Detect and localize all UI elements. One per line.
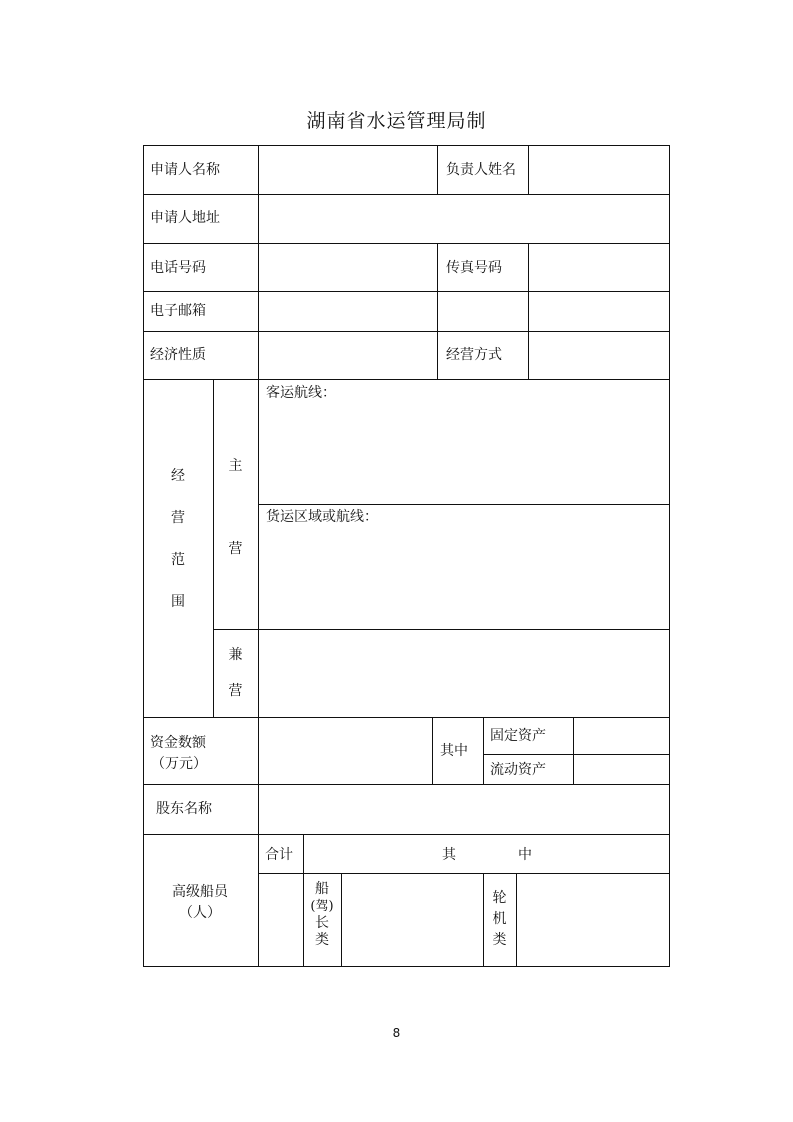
total-label: 合计 bbox=[265, 847, 293, 863]
applicant-address-field[interactable] bbox=[259, 195, 669, 242]
side-business-label: 兼 营 bbox=[228, 647, 243, 699]
person-in-charge-label: 负责人姓名 bbox=[446, 162, 516, 178]
capital-label: 资金数额 （万元） bbox=[150, 735, 207, 772]
col-divider bbox=[437, 243, 438, 379]
col-divider bbox=[483, 717, 484, 784]
col-divider bbox=[432, 717, 433, 784]
cargo-route-label: 货运区域或航线： bbox=[266, 509, 378, 525]
main-business-label: 主 营 bbox=[228, 458, 243, 557]
person-in-charge-field[interactable] bbox=[529, 146, 669, 193]
among-label: 其中 bbox=[440, 743, 468, 759]
phone-field[interactable] bbox=[259, 244, 436, 290]
applicant-address-label: 申请人地址 bbox=[150, 210, 220, 226]
business-mode-label: 经营方式 bbox=[446, 347, 502, 363]
captain-field[interactable] bbox=[342, 874, 482, 966]
phone-label: 电话号码 bbox=[150, 260, 206, 276]
economic-nature-label: 经济性质 bbox=[150, 347, 206, 363]
current-assets-label: 流动资产 bbox=[490, 762, 546, 778]
row-divider bbox=[143, 379, 670, 380]
fixed-assets-field[interactable] bbox=[574, 718, 669, 753]
side-business-field[interactable] bbox=[259, 630, 669, 716]
shareholder-label: 股东名称 bbox=[156, 801, 212, 817]
document-title: 湖南省水运管理局制 bbox=[306, 110, 487, 132]
email-field[interactable] bbox=[259, 292, 436, 330]
row-divider bbox=[143, 834, 670, 835]
senior-crew-label: 高级船员 （人） bbox=[172, 884, 228, 921]
page-number: 8 bbox=[392, 1026, 401, 1040]
fax-label: 传真号码 bbox=[446, 260, 502, 276]
among-char-2: 中 bbox=[518, 847, 532, 863]
economic-nature-field[interactable] bbox=[259, 332, 436, 378]
applicant-name-field[interactable] bbox=[259, 146, 436, 193]
passenger-route-label: 客运航线： bbox=[266, 385, 336, 401]
current-assets-field[interactable] bbox=[574, 755, 669, 783]
total-field[interactable] bbox=[259, 874, 302, 966]
business-mode-field[interactable] bbox=[529, 332, 669, 378]
shareholder-field[interactable] bbox=[259, 785, 669, 833]
business-scope-label: 经 营 范 围 bbox=[171, 468, 185, 610]
among-char-1: 其 bbox=[442, 847, 456, 863]
cargo-route-field[interactable] bbox=[259, 527, 669, 628]
passenger-route-field[interactable] bbox=[259, 402, 669, 503]
row-divider bbox=[258, 504, 670, 505]
captain-label: 船 (驾) 长 类 bbox=[310, 881, 334, 948]
engineer-field[interactable] bbox=[517, 874, 669, 966]
email-label: 电子邮箱 bbox=[150, 303, 206, 319]
fixed-assets-label: 固定资产 bbox=[490, 728, 546, 744]
capital-field[interactable] bbox=[259, 718, 431, 783]
fax-field[interactable] bbox=[529, 244, 669, 290]
col-divider bbox=[437, 145, 438, 194]
engineer-label: 轮 机 类 bbox=[492, 890, 507, 948]
applicant-name-label: 申请人名称 bbox=[150, 162, 220, 178]
